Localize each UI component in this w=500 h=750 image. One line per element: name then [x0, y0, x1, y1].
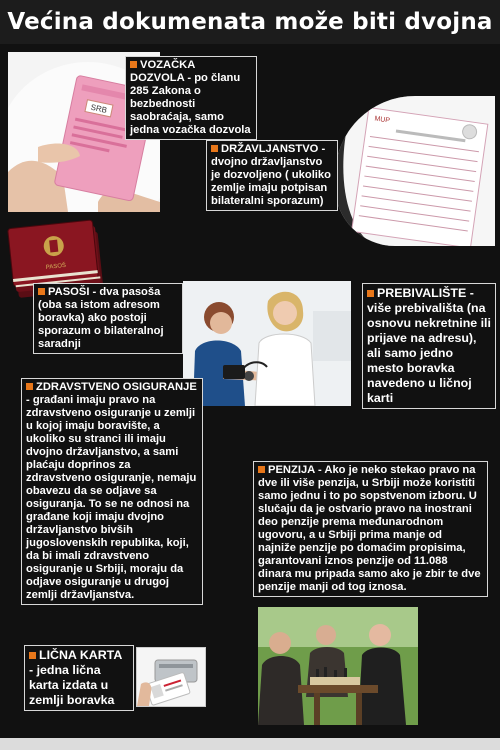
- section-label: PREBIVALIŠTE: [377, 286, 467, 300]
- section-prebivaliste: [362, 283, 496, 409]
- bullet-square-icon: [211, 145, 218, 152]
- doctor-patient-photo: [183, 281, 351, 406]
- section-label: PASOŠI: [48, 286, 90, 298]
- id-card-photo: [136, 647, 206, 707]
- section-text: - Ako je neko stekao pravo na dve ili više penzija, u Srbiji može koristiti samo jednu i to po sopstvenom izboru. U slučaju da je ostvario pravo na inostrani deo penzije prema međunarodnom ugovoru, a u Srbiji prima manje od najniže penzije po domaćim propisima, garantovani iznos penzije od 11.088 dinara mu pripada samo ako je zbir te dve penzije manji od tog iznosa.: [258, 464, 481, 593]
- form-header: MUP: [373, 115, 391, 125]
- chess-players-photo: [258, 607, 418, 725]
- section-label: PENZIJA: [268, 464, 315, 476]
- section-label: DRŽAVLJANSTVO: [221, 143, 319, 155]
- section-zdravstveno: [21, 378, 203, 605]
- license-card-label: SRB: [89, 102, 108, 115]
- bullet-square-icon: [26, 383, 33, 390]
- bullet-square-icon: [130, 61, 137, 68]
- section-text: - po članu 285 Zakona o bezbednosti saobraćaja, samo jedna vozačka dozvola: [130, 72, 251, 136]
- section-penzija: [253, 461, 488, 597]
- section-vozacka: [125, 56, 257, 140]
- section-text: - dva pasoša (oba sa istom adresom boravka) ako postoji sporazum o bilateralnoj saradnji: [38, 286, 164, 350]
- passport-label: PASOŠ: [45, 262, 67, 271]
- section-text: - dvojno državljanstvo je dozvoljeno ( ukoliko zemlje imaju potpisan bilateralni sporazum): [211, 143, 331, 207]
- bottom-border: [0, 738, 500, 750]
- section-text: - jedna lična karta izdata u zemlji boravka: [29, 663, 115, 707]
- section-drzavljanstvo: [206, 140, 338, 211]
- citizenship-form-photo: [335, 96, 495, 246]
- section-label: LIČNA KARTA: [39, 648, 122, 662]
- section-text: - više prebivališta (na osnovu nekretnine ili prijave na adresu), ali samo jedno mesto boravka navedeno u ličnoj karti: [367, 286, 491, 405]
- section-pasosi: [33, 283, 183, 354]
- section-text: - građani imaju pravo na zdravstveno osiguranje u zemlji u kojoj imaju boravište, a ukoliko su stranci ili imaju dvojno državljanstvo, a sami plaćaju doprinos za zdravstveno osiguranje, nemaju obavezu da se odjave sa osiguranja. To se ne odnosi na građane koji imaju dvojno državljanstvo bivših jugoslovenskih republika, koji, da bi imali zdravstveno osiguranje u Srbiji, moraju da odjave osiguranje u drugoj zemlji državljanstva.: [26, 394, 197, 601]
- bullet-square-icon: [367, 290, 374, 297]
- bullet-square-icon: [258, 466, 265, 473]
- section-licna-karta: [24, 645, 134, 711]
- page-title: Većina dokumenata može biti dvojna: [0, 0, 500, 44]
- section-label: ZDRAVSTVENO OSIGURANJE: [36, 381, 197, 393]
- section-label: VOZAČKA DOZVOLA: [130, 59, 195, 84]
- bullet-square-icon: [38, 288, 45, 295]
- bullet-square-icon: [29, 652, 36, 659]
